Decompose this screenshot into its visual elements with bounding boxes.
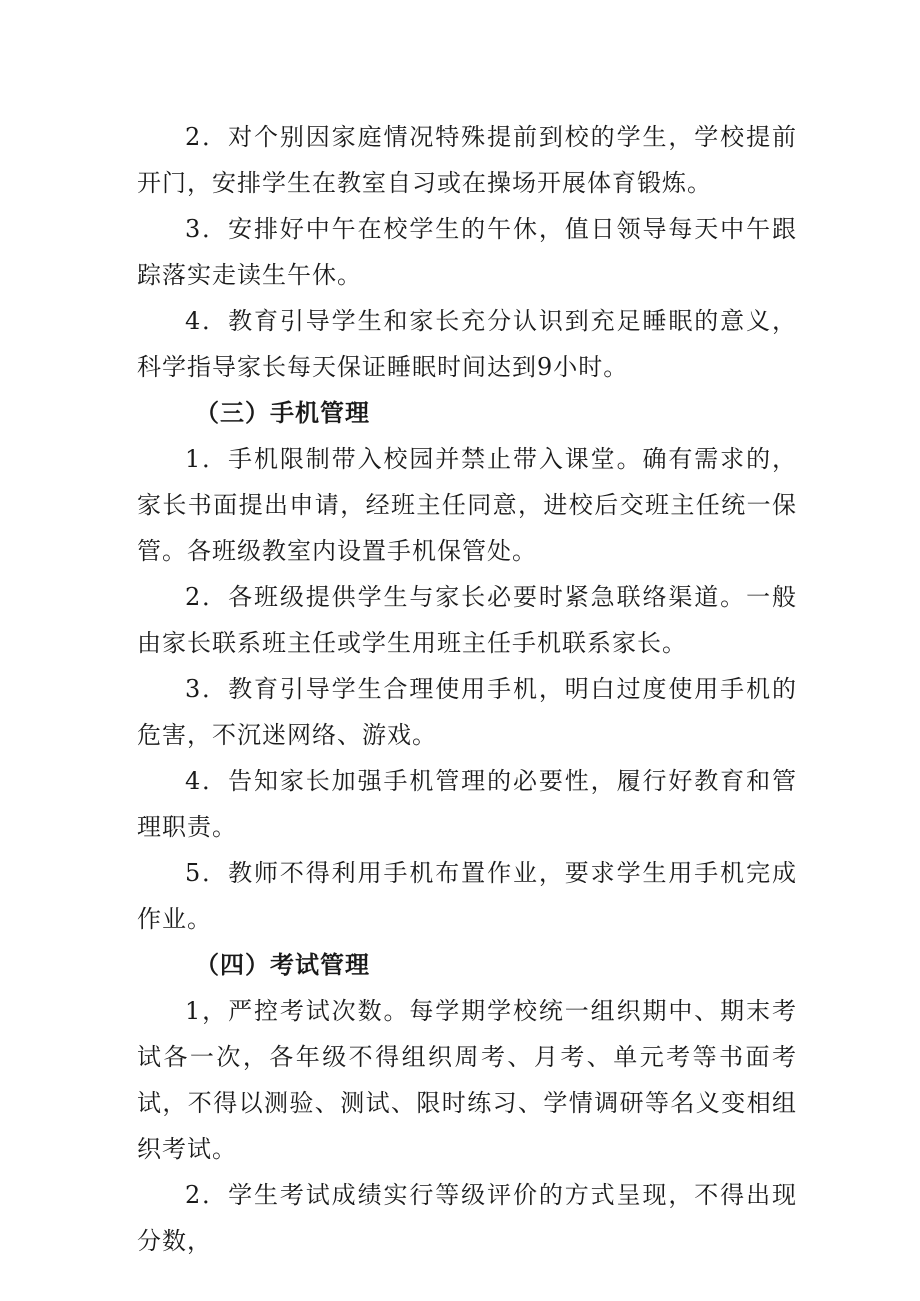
section-heading-phone-management: （三）手机管理 <box>195 398 370 427</box>
paragraph-emergency-contact: 2．各班级提供学生与家长必要时紧急联络渠道。一般由家长联系班主任或学生用班主任手机联系家长。 <box>137 583 797 657</box>
section-heading-exam-management: （四）考试管理 <box>195 950 370 979</box>
paragraph-exam-frequency: 1，严控考试次数。每学期学校统一组织期中、期末考试各一次，各年级不得组织周考、月考、单元考等书面考试，不得以测验、测试、限时练习、学情调研等名义变相组织考试。 <box>137 997 797 1163</box>
paragraph-parent-responsibility: 4．告知家长加强手机管理的必要性，履行好教育和管理职责。 <box>137 767 797 841</box>
paragraph-teacher-homework: 5．教师不得利用手机布置作业，要求学生用手机完成作业。 <box>137 859 797 933</box>
paragraph-sleep-guidance: 4．教育引导学生和家长充分认识到充足睡眠的意义，科学指导家长每天保证睡眠时间达到9小时。 <box>137 307 797 381</box>
paragraph-phone-education: 3．教育引导学生合理使用手机，明白过度使用手机的危害，不沉迷网络、游戏。 <box>137 675 797 749</box>
paragraph-grade-evaluation: 2．学生考试成绩实行等级评价的方式呈现，不得出现分数， <box>137 1181 797 1255</box>
paragraph-noon-rest: 3．安排好中午在校学生的午休，值日领导每天中午跟踪落实走读生午休。 <box>137 215 797 289</box>
paragraph-arrive-early: 2．对个别因家庭情况特殊提前到校的学生，学校提前开门，安排学生在教室自习或在操场开展体育锻炼。 <box>137 123 797 197</box>
paragraph-phone-restriction: 1．手机限制带入校园并禁止带入课堂。确有需求的，家长书面提出申请，经班主任同意，进校后交班主任统一保管。各班级教室内设置手机保管处。 <box>137 445 797 565</box>
document-body <box>137 114 797 1264</box>
